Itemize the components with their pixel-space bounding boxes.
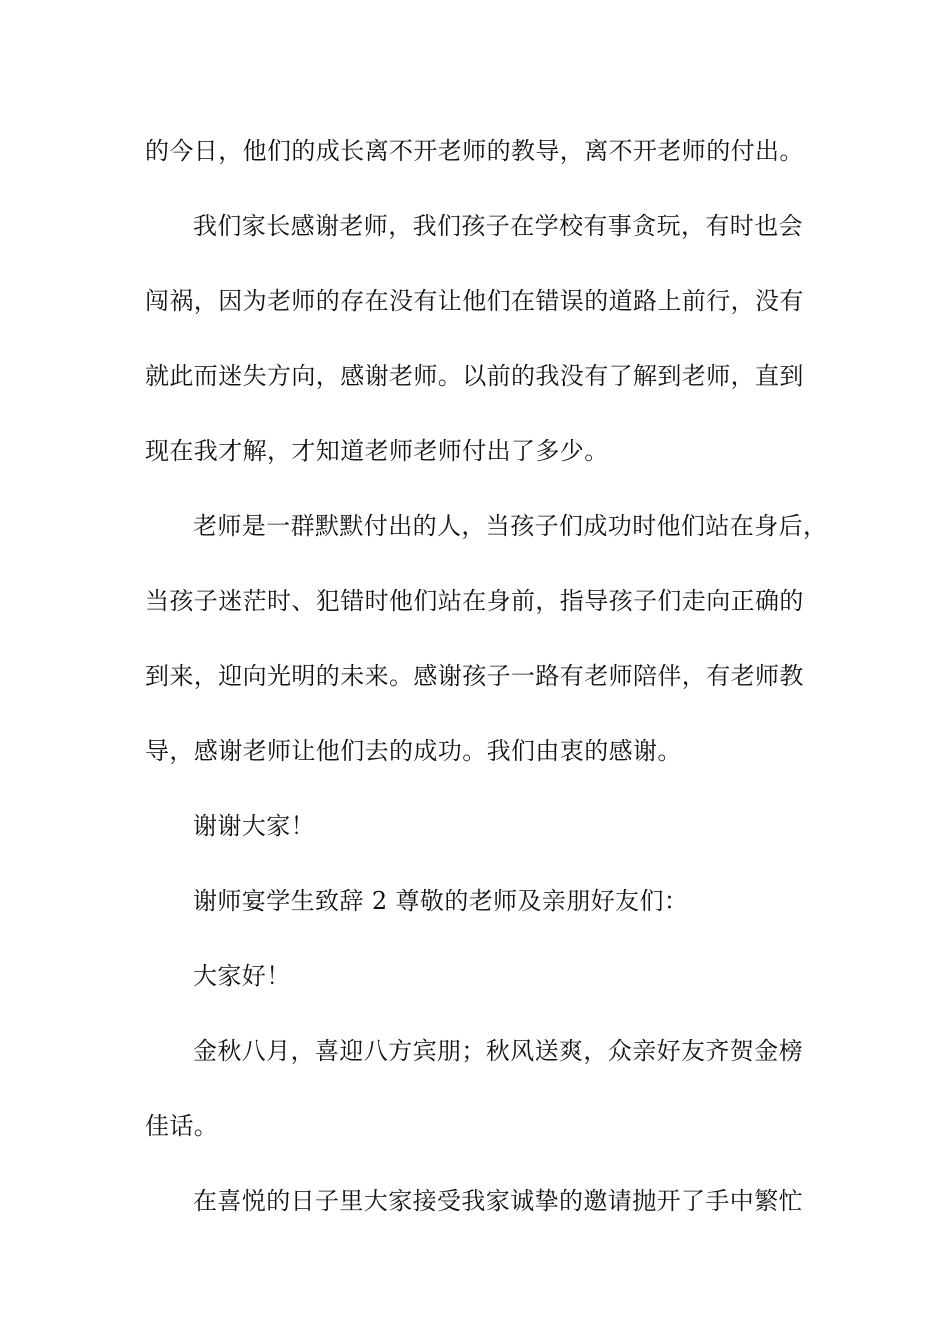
text-line-4: 就此而迷失方向，感谢老师。以前的我没有了解到老师，直到 <box>145 362 804 390</box>
text-line-7: 当孩子迷茫时、犯错时他们站在身前，指导孩子们走向正确的 <box>145 587 804 615</box>
text-line-2: 我们家长感谢老师，我们孩子在学校有事贪玩，有时也会 <box>193 212 803 240</box>
text-line-6: 老师是一群默默付出的人，当孩子们成功时他们站在身后， <box>193 512 828 540</box>
text-line-1: 的今日，他们的成长离不开老师的教导，离不开老师的付出。 <box>145 137 804 165</box>
text-line-9: 导，感谢老师让他们去的成功。我们由衷的感谢。 <box>145 737 682 765</box>
text-line-12: 大家好！ <box>193 962 291 990</box>
text-line-15: 在喜悦的日子里大家接受我家诚挚的邀请抛开了手中繁忙 <box>193 1187 803 1215</box>
text-line-10: 谢谢大家！ <box>193 812 315 840</box>
text-line-13: 金秋八月，喜迎八方宾朋；秋风送爽，众亲好友齐贺金榜 <box>193 1037 803 1065</box>
text-line-14: 佳话。 <box>145 1112 219 1140</box>
text-line-11: 谢师宴学生致辞 2 尊敬的老师及亲朋好友们： <box>193 887 689 915</box>
text-line-5: 现在我才解，才知道老师老师付出了多少。 <box>145 437 609 465</box>
text-line-8: 到来，迎向光明的未来。感谢孩子一路有老师陪伴，有老师教 <box>145 662 804 690</box>
text-line-3: 闯祸，因为老师的存在没有让他们在错误的道路上前行，没有 <box>145 287 804 315</box>
